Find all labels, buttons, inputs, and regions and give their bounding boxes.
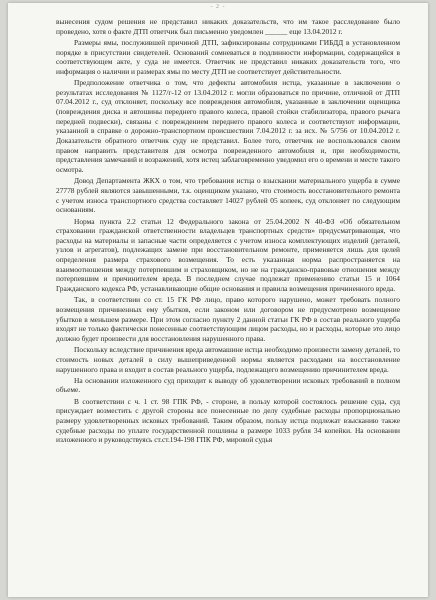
- paragraph-5: Норма пункта 2.2 статьи 12 Федерального закона от 25.04.2002 N 40-ФЗ «Об обязательном страховании гражданской ответственности владельцев транспортных средств» предусматривающая, что расходы на материалы и запасные части определяется с учетом износа комплектующих изделий (деталей, узлов и агрегатов), подлежащих замене при восстановительном ремонте, применяется лишь для целей определения размера страхового возмещения. То есть указанная норма распространяется на взаимоотношения между потерпевшим и страховщиком, но не на гражданско-правовые отношения между потерпевшим и причинителем вреда. В последнем случае подлежат применению статьи 15 и 1064 Гражданского кодекса РФ, устанавливающие общие основания и правила возмещения причиненного вреда.: [56, 216, 400, 294]
- paragraph-2: Размеры ямы, послужившей причиной ДТП, зафиксированы сотрудниками ГИБДД в установленном порядке в присутствии свидетелей. Оснований сомневаться в подлинности информации, содержащейся в соответствующем акте, у суда не имеется. Ответчик не представил никаких доказательств того, что информация о наличии и размерах ямы по месту ДТП не соответствует действительности.: [56, 37, 400, 76]
- document-body: [56, 17, 400, 447]
- page-number: - 2 -: [210, 4, 226, 10]
- paragraph-9: В соответствии с ч. 1 ст. 98 ГПК РФ, - стороне, в пользу которой состоялось решение суда, суд присуждает возместить с другой стороны все понесенные по делу судебные расходы пропорционально размеру удовлетворенных исковых требований. Таким образом, пользу истца подлежат взысканию также судебные расходы по уплате государственной пошлины в размере 1033 рубля 34 копейки. На основании изложенного и руководствуясь ст.ст.194-198 ГПК РФ, мировой судья: [56, 396, 400, 445]
- paragraph-1: вынесения судом решения не представил никаких доказательств, что им такое расследование было проведено, хотя о факте ДТП ответчик был письменно уведомлен ______ еще 13.04.2012 г.: [56, 17, 400, 36]
- paragraph-4: Довод Департамента ЖКХ о том, что требования истца о взыскании материального ущерба в сумме 27778 рублей являются завышенными, т.к. оценщиком указано, что стоимость восстановительного ремонта с учетом износа транспортного средства составляет 14027 рублей 05 копеек, суд отклоняет по следующим основаниям.: [56, 176, 400, 215]
- paragraph-6: Так, в соответствии со ст. 15 ГК РФ лицо, право которого нарушено, может требовать полного возмещения причиненных ему убытков, если законом или договором не предусмотрено возмещение убытков в меньшем размере. При этом согласно пункту 2 данной статьи ГК РФ в состав реального ущерба входят не только фактически понесенные соответствующим лицом расходы, но и расходы, которые это лицо должно будет произвести для восстановления нарушенного права.: [56, 295, 400, 343]
- paragraph-3: Предположение ответчика о том, что дефекты автомобиля истца, указанные в заключении о результатах исследования № 1127/г-12 от 13.04.2012 г. могли образоваться по причине, отличной от ДТП 07.04.2012 г., суд отклоняет, поскольку все повреждения автомобиля, указанные в заключении оценщика (повреждения диска и автошины переднего правого колеса, правой стойки стабилизатора, правого рычага передней подвески), связаны с повреждением переднего правого колеса и соответствуют информации, указанной в справке о дорожно-транспортном происшествии 7.04.2012 г. за исх. № 5/756 от 10.04.2012 г. Доказательств обратного ответчик суду не представил. Более того, ответчик не воспользовался своим правом направить представителя для осмотра поврежденного автомобиля и, при необходимости, представления замечаний и возражений, хотя истец заблаговременно уведомил его о времени и месте такого осмотра.: [56, 78, 400, 175]
- document-page: [8, 3, 428, 597]
- paragraph-8: На основании изложенного суд приходит к выводу об удовлетворении исковых требований в полном объеме.: [56, 375, 400, 395]
- paragraph-7: Поскольку вследствие причинения вреда автомашине истца необходимо произвести замену деталей, то стоимость новых деталей в силу вышеприведенной нормы является расходами на восстановление нарушенного права и входит в состав реального ущерба, подлежащего возмещению причинителем вреда.: [56, 345, 400, 374]
